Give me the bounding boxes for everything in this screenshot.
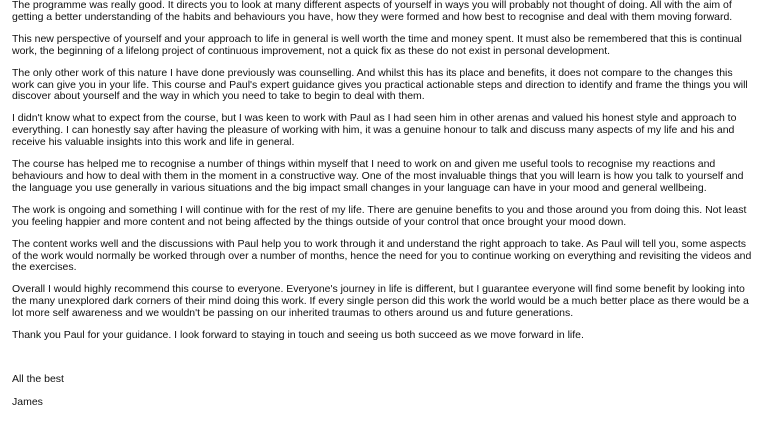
paragraph-6: The work is ongoing and something I will continue with for the rest of my life. There are genuine benefits to you and those around you from doing this. Not least you feeling happier and more content and not being affected by the things outside of your control that once brought your mood down. <box>12 203 747 228</box>
signature-name: James <box>12 395 43 408</box>
paragraph-9: Thank you Paul for your guidance. I look forward to staying in touch and seeing us both succeed as we move forward in life. <box>12 329 584 342</box>
paragraph-3: The only other work of this nature I have done previously was counselling. And whilst this has its place and benefits, it does not compare to the changes this work can give you in your life. This course and Paul's expert guidance gives you practical actionable steps and direction to identify and frame the things you will discover about yourself and the way in which you need to take to begin to deal with them. <box>12 66 748 103</box>
paragraph-5: The course has helped me to recognise a number of things within myself that I need to work on and given me useful tools to recognise my reactions and behaviours and how to deal with them in the moment in a constructive way. One of the most invaluable things that you will learn is how you talk to yourself and the language you use generally in various situations and the big impact small changes in your language can have in your mood and general wellbeing. <box>12 158 744 194</box>
closing-line: All the best <box>12 372 64 385</box>
paragraph-8: Overall I would highly recommend this course to everyone. Everyone's journey in life is different, but I guarantee everyone will find some benefit by looking into the many unexplored dark corners of their mind doing this work. If every single person did this work the world would be a much better place as there would be a lot more self awareness and we wouldn't be passing on our inherited traumas to others around us and future generations. <box>12 283 749 320</box>
paragraph-4: I didn't know what to expect from the course, but I was keen to work with Paul as I had seen him in other arenas and valued his honest style and approach to everything. I can honestly say after having the pleasure of working with him, it was a genuine honour to talk and discuss many aspects of my life and his and receive his valuable insights into this work and life in general. <box>12 112 737 149</box>
paragraph-7: The content works well and the discussions with Paul help you to work through it and understand the right approach to take. As Paul will tell you, some aspects of the work would normally be worked through over a number of months, hence the need for you to continue working on everything and revisiting the videos and the exercises. <box>12 237 752 274</box>
paragraph-1: The programme was really good. It directs you to look at many different aspects of yourself in ways you will probably not thought of doing. All with the aim of getting a better understanding of the habits and behaviours you have, how they were formed and how best to recognise and deal with them moving forward. <box>12 0 733 23</box>
paragraph-2: This new perspective of yourself and your approach to life in general is well worth the time and money spent. It must also be remembered that this is continual work, the beginning of a lifelong project of continuous improvement, not a quick fix as these do not exist in personal development. <box>12 32 742 57</box>
